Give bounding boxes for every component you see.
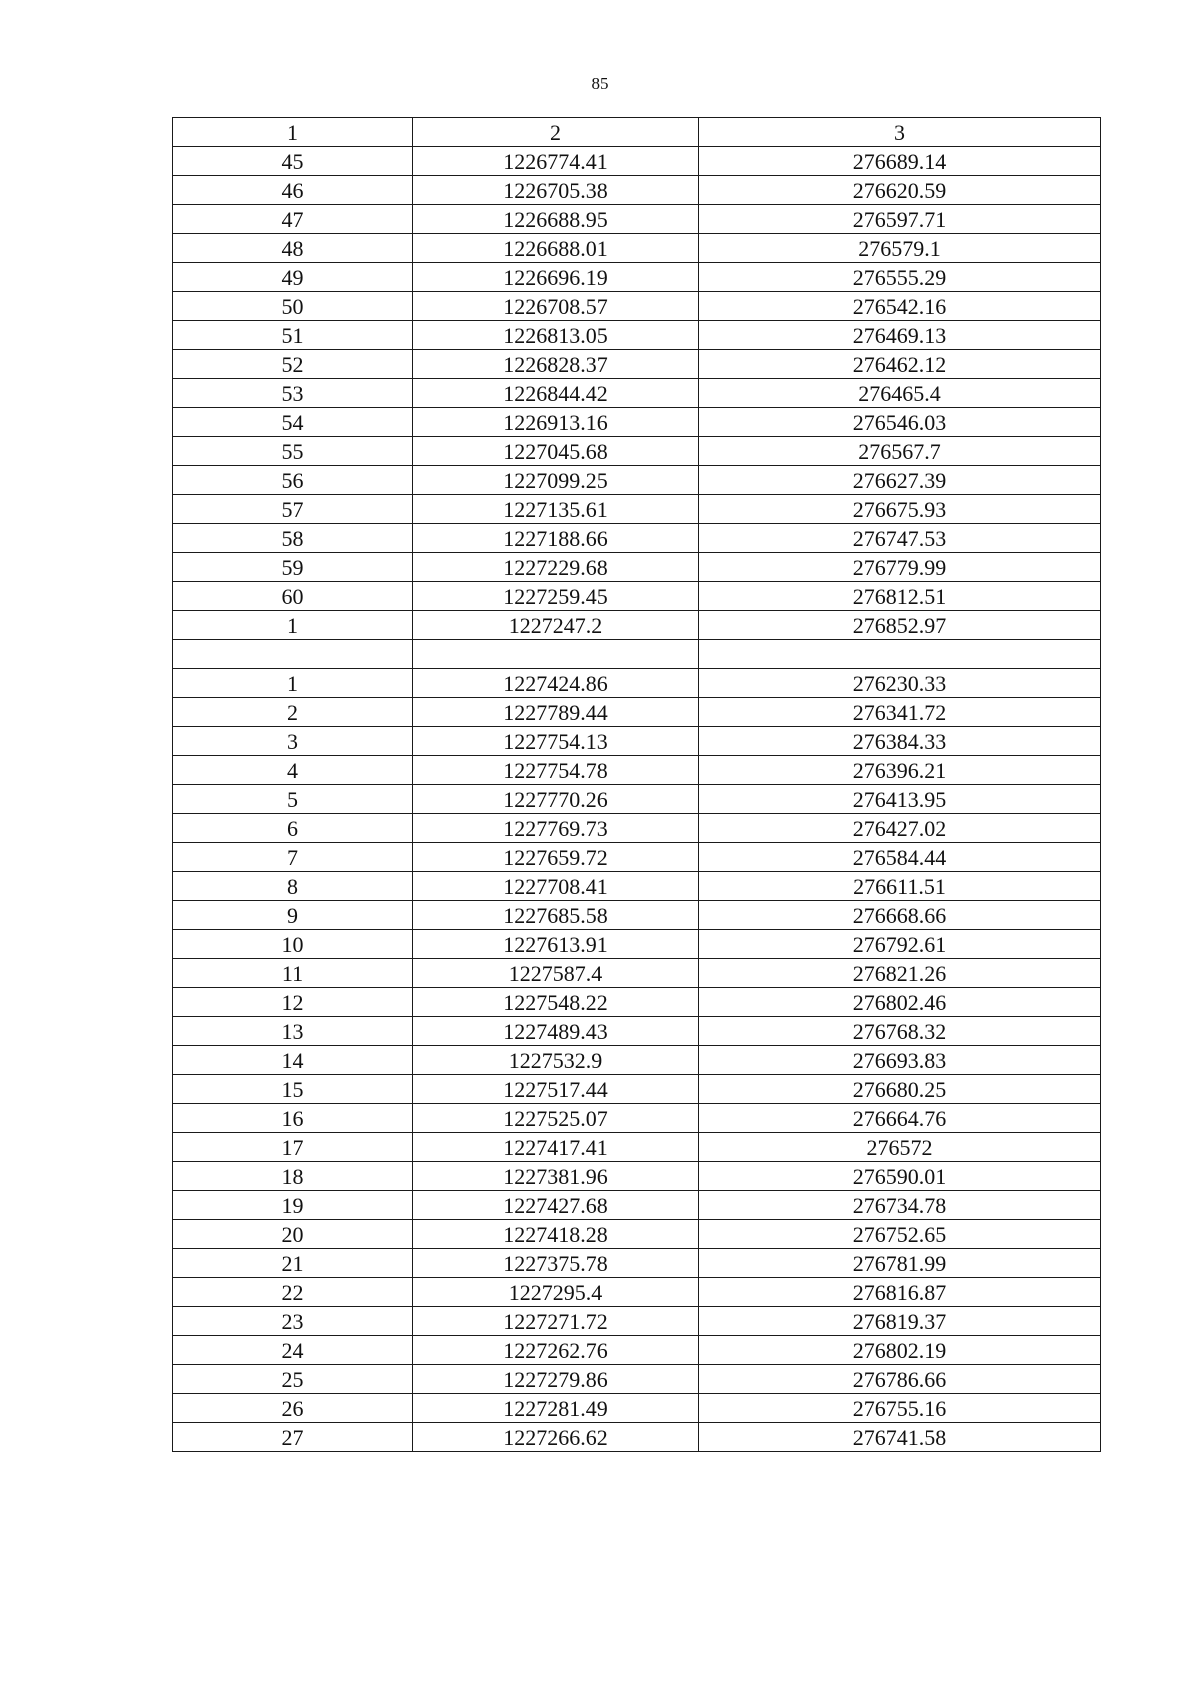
table-cell: 1226828.37 [413,350,699,379]
table-cell: 1227417.41 [413,1133,699,1162]
table-row [173,582,1101,611]
table-cell: 1227188.66 [413,524,699,553]
table-cell: 1227424.86 [413,669,699,698]
table-cell: 276584.44 [699,843,1101,872]
table-cell: 1226844.42 [413,379,699,408]
table-cell: 54 [173,408,413,437]
table-cell: 13 [173,1017,413,1046]
table-row [173,727,1101,756]
table-cell: 1227099.25 [413,466,699,495]
table-cell: 1 [173,669,413,698]
table-cell: 7 [173,843,413,872]
table-row [173,1104,1101,1133]
table-cell: 1227247.2 [413,611,699,640]
table-row [173,205,1101,234]
table-cell: 1226688.95 [413,205,699,234]
table-cell: 276590.01 [699,1162,1101,1191]
table-cell: 1226696.19 [413,263,699,292]
table-cell: 50 [173,292,413,321]
table-cell [413,640,699,669]
table-row [173,1133,1101,1162]
table-row [173,1394,1101,1423]
table-cell: 1227708.41 [413,872,699,901]
column-header: 3 [699,118,1101,147]
table-cell: 276555.29 [699,263,1101,292]
table-row [173,1162,1101,1191]
table-row [173,263,1101,292]
table-row [173,495,1101,524]
table-row [173,901,1101,930]
table-cell: 9 [173,901,413,930]
table-cell: 1227613.91 [413,930,699,959]
table-cell: 276579.1 [699,234,1101,263]
table-body [173,118,1101,1452]
table-cell: 276664.76 [699,1104,1101,1133]
table-cell: 276786.66 [699,1365,1101,1394]
table-row [173,1046,1101,1075]
table-cell: 52 [173,350,413,379]
table-row [173,292,1101,321]
table-cell: 276741.58 [699,1423,1101,1452]
table-cell: 1227489.43 [413,1017,699,1046]
table-cell: 276413.95 [699,785,1101,814]
table-cell: 276755.16 [699,1394,1101,1423]
table-cell: 1227045.68 [413,437,699,466]
table-cell: 1226705.38 [413,176,699,205]
table-row [173,1220,1101,1249]
table-cell: 276747.53 [699,524,1101,553]
table-row [173,437,1101,466]
table-cell: 1227525.07 [413,1104,699,1133]
table-cell: 276675.93 [699,495,1101,524]
table-cell: 25 [173,1365,413,1394]
table-cell: 12 [173,988,413,1017]
table-cell: 1227381.96 [413,1162,699,1191]
table-row [173,1249,1101,1278]
table-cell: 59 [173,553,413,582]
table-cell: 276768.32 [699,1017,1101,1046]
table-row [173,1365,1101,1394]
table-cell: 16 [173,1104,413,1133]
table-cell: 276230.33 [699,669,1101,698]
table-cell: 1227135.61 [413,495,699,524]
table-cell: 23 [173,1307,413,1336]
table-cell: 1227427.68 [413,1191,699,1220]
table-cell: 276396.21 [699,756,1101,785]
table-cell: 1226708.57 [413,292,699,321]
table-cell: 56 [173,466,413,495]
table-cell: 55 [173,437,413,466]
table-cell: 53 [173,379,413,408]
table-row [173,843,1101,872]
table-cell: 276546.03 [699,408,1101,437]
table-cell: 1227279.86 [413,1365,699,1394]
page-number: 85 [591,74,609,93]
table-row [173,408,1101,437]
table-cell: 1227587.4 [413,959,699,988]
table-cell: 18 [173,1162,413,1191]
table-row [173,147,1101,176]
table-row [173,1336,1101,1365]
table-cell: 3 [173,727,413,756]
table-cell [699,640,1101,669]
coordinates-table [172,117,1101,1452]
table-cell: 276620.59 [699,176,1101,205]
table-cell: 276597.71 [699,205,1101,234]
table-row [173,553,1101,582]
table-row [173,1278,1101,1307]
table-cell: 20 [173,1220,413,1249]
table-cell: 276779.99 [699,553,1101,582]
table-row [173,669,1101,698]
table-header-row [173,118,1101,147]
table-cell: 1227659.72 [413,843,699,872]
table-cell: 1227229.68 [413,553,699,582]
table-cell: 276689.14 [699,147,1101,176]
table-cell: 1227517.44 [413,1075,699,1104]
table-cell: 276781.99 [699,1249,1101,1278]
table-row [173,379,1101,408]
table-cell: 276462.12 [699,350,1101,379]
table-row [173,756,1101,785]
table-cell: 276469.13 [699,321,1101,350]
table-cell: 1227769.73 [413,814,699,843]
table-row [173,524,1101,553]
table-cell: 276734.78 [699,1191,1101,1220]
table-row [173,1075,1101,1104]
table-cell: 276693.83 [699,1046,1101,1075]
table-cell: 276668.66 [699,901,1101,930]
table-row [173,611,1101,640]
table-cell: 1227259.45 [413,582,699,611]
table-cell: 1227266.62 [413,1423,699,1452]
table-cell: 276802.46 [699,988,1101,1017]
table-cell: 19 [173,1191,413,1220]
table-cell: 21 [173,1249,413,1278]
table-cell: 4 [173,756,413,785]
table-row [173,640,1101,669]
column-header: 2 [413,118,699,147]
table-cell: 1227532.9 [413,1046,699,1075]
table-row [173,988,1101,1017]
table-cell: 276542.16 [699,292,1101,321]
table-cell: 1227418.28 [413,1220,699,1249]
table-cell: 14 [173,1046,413,1075]
table-cell: 22 [173,1278,413,1307]
table-cell: 276821.26 [699,959,1101,988]
table-cell: 276752.65 [699,1220,1101,1249]
table-cell: 276567.7 [699,437,1101,466]
table-cell: 17 [173,1133,413,1162]
table-cell: 10 [173,930,413,959]
table-cell: 1226913.16 [413,408,699,437]
table-cell: 51 [173,321,413,350]
table-cell: 1226774.41 [413,147,699,176]
table-cell: 1 [173,611,413,640]
table-cell [173,640,413,669]
table-row [173,930,1101,959]
table-cell: 276792.61 [699,930,1101,959]
table-row [173,872,1101,901]
table-row [173,1191,1101,1220]
table-cell: 11 [173,959,413,988]
table-cell: 276680.25 [699,1075,1101,1104]
table-cell: 1227262.76 [413,1336,699,1365]
table-cell: 15 [173,1075,413,1104]
table-cell: 276465.4 [699,379,1101,408]
table-cell: 276852.97 [699,611,1101,640]
table-cell: 58 [173,524,413,553]
table-row [173,466,1101,495]
table-cell: 276819.37 [699,1307,1101,1336]
table-row [173,321,1101,350]
table-row [173,698,1101,727]
table-cell: 8 [173,872,413,901]
table-cell: 1227548.22 [413,988,699,1017]
table-row [173,785,1101,814]
table-cell: 60 [173,582,413,611]
table-cell: 1227281.49 [413,1394,699,1423]
table-cell: 276802.19 [699,1336,1101,1365]
table-cell: 1227685.58 [413,901,699,930]
table-cell: 49 [173,263,413,292]
table-cell: 48 [173,234,413,263]
table-cell: 2 [173,698,413,727]
table-row [173,1423,1101,1452]
table-cell: 276427.02 [699,814,1101,843]
table-cell: 1227770.26 [413,785,699,814]
table-cell: 57 [173,495,413,524]
table-cell: 5 [173,785,413,814]
table-row [173,234,1101,263]
table-cell: 1226688.01 [413,234,699,263]
table-row [173,350,1101,379]
table-cell: 26 [173,1394,413,1423]
table-cell: 46 [173,176,413,205]
table-cell: 45 [173,147,413,176]
table-cell: 276572 [699,1133,1101,1162]
table-cell: 276341.72 [699,698,1101,727]
table-cell: 27 [173,1423,413,1452]
table-cell: 24 [173,1336,413,1365]
table-row [173,959,1101,988]
table-cell: 1227375.78 [413,1249,699,1278]
table-cell: 1227271.72 [413,1307,699,1336]
column-header: 1 [173,118,413,147]
table-row [173,1307,1101,1336]
table-row [173,814,1101,843]
table-cell: 276816.87 [699,1278,1101,1307]
table-cell: 1227295.4 [413,1278,699,1307]
table-cell: 1226813.05 [413,321,699,350]
table-cell: 276812.51 [699,582,1101,611]
table-cell: 276627.39 [699,466,1101,495]
table-cell: 276384.33 [699,727,1101,756]
table-cell: 276611.51 [699,872,1101,901]
table-cell: 47 [173,205,413,234]
table-cell: 1227754.78 [413,756,699,785]
table-row [173,1017,1101,1046]
table-cell: 1227754.13 [413,727,699,756]
table-cell: 6 [173,814,413,843]
table-row [173,176,1101,205]
table-cell: 1227789.44 [413,698,699,727]
